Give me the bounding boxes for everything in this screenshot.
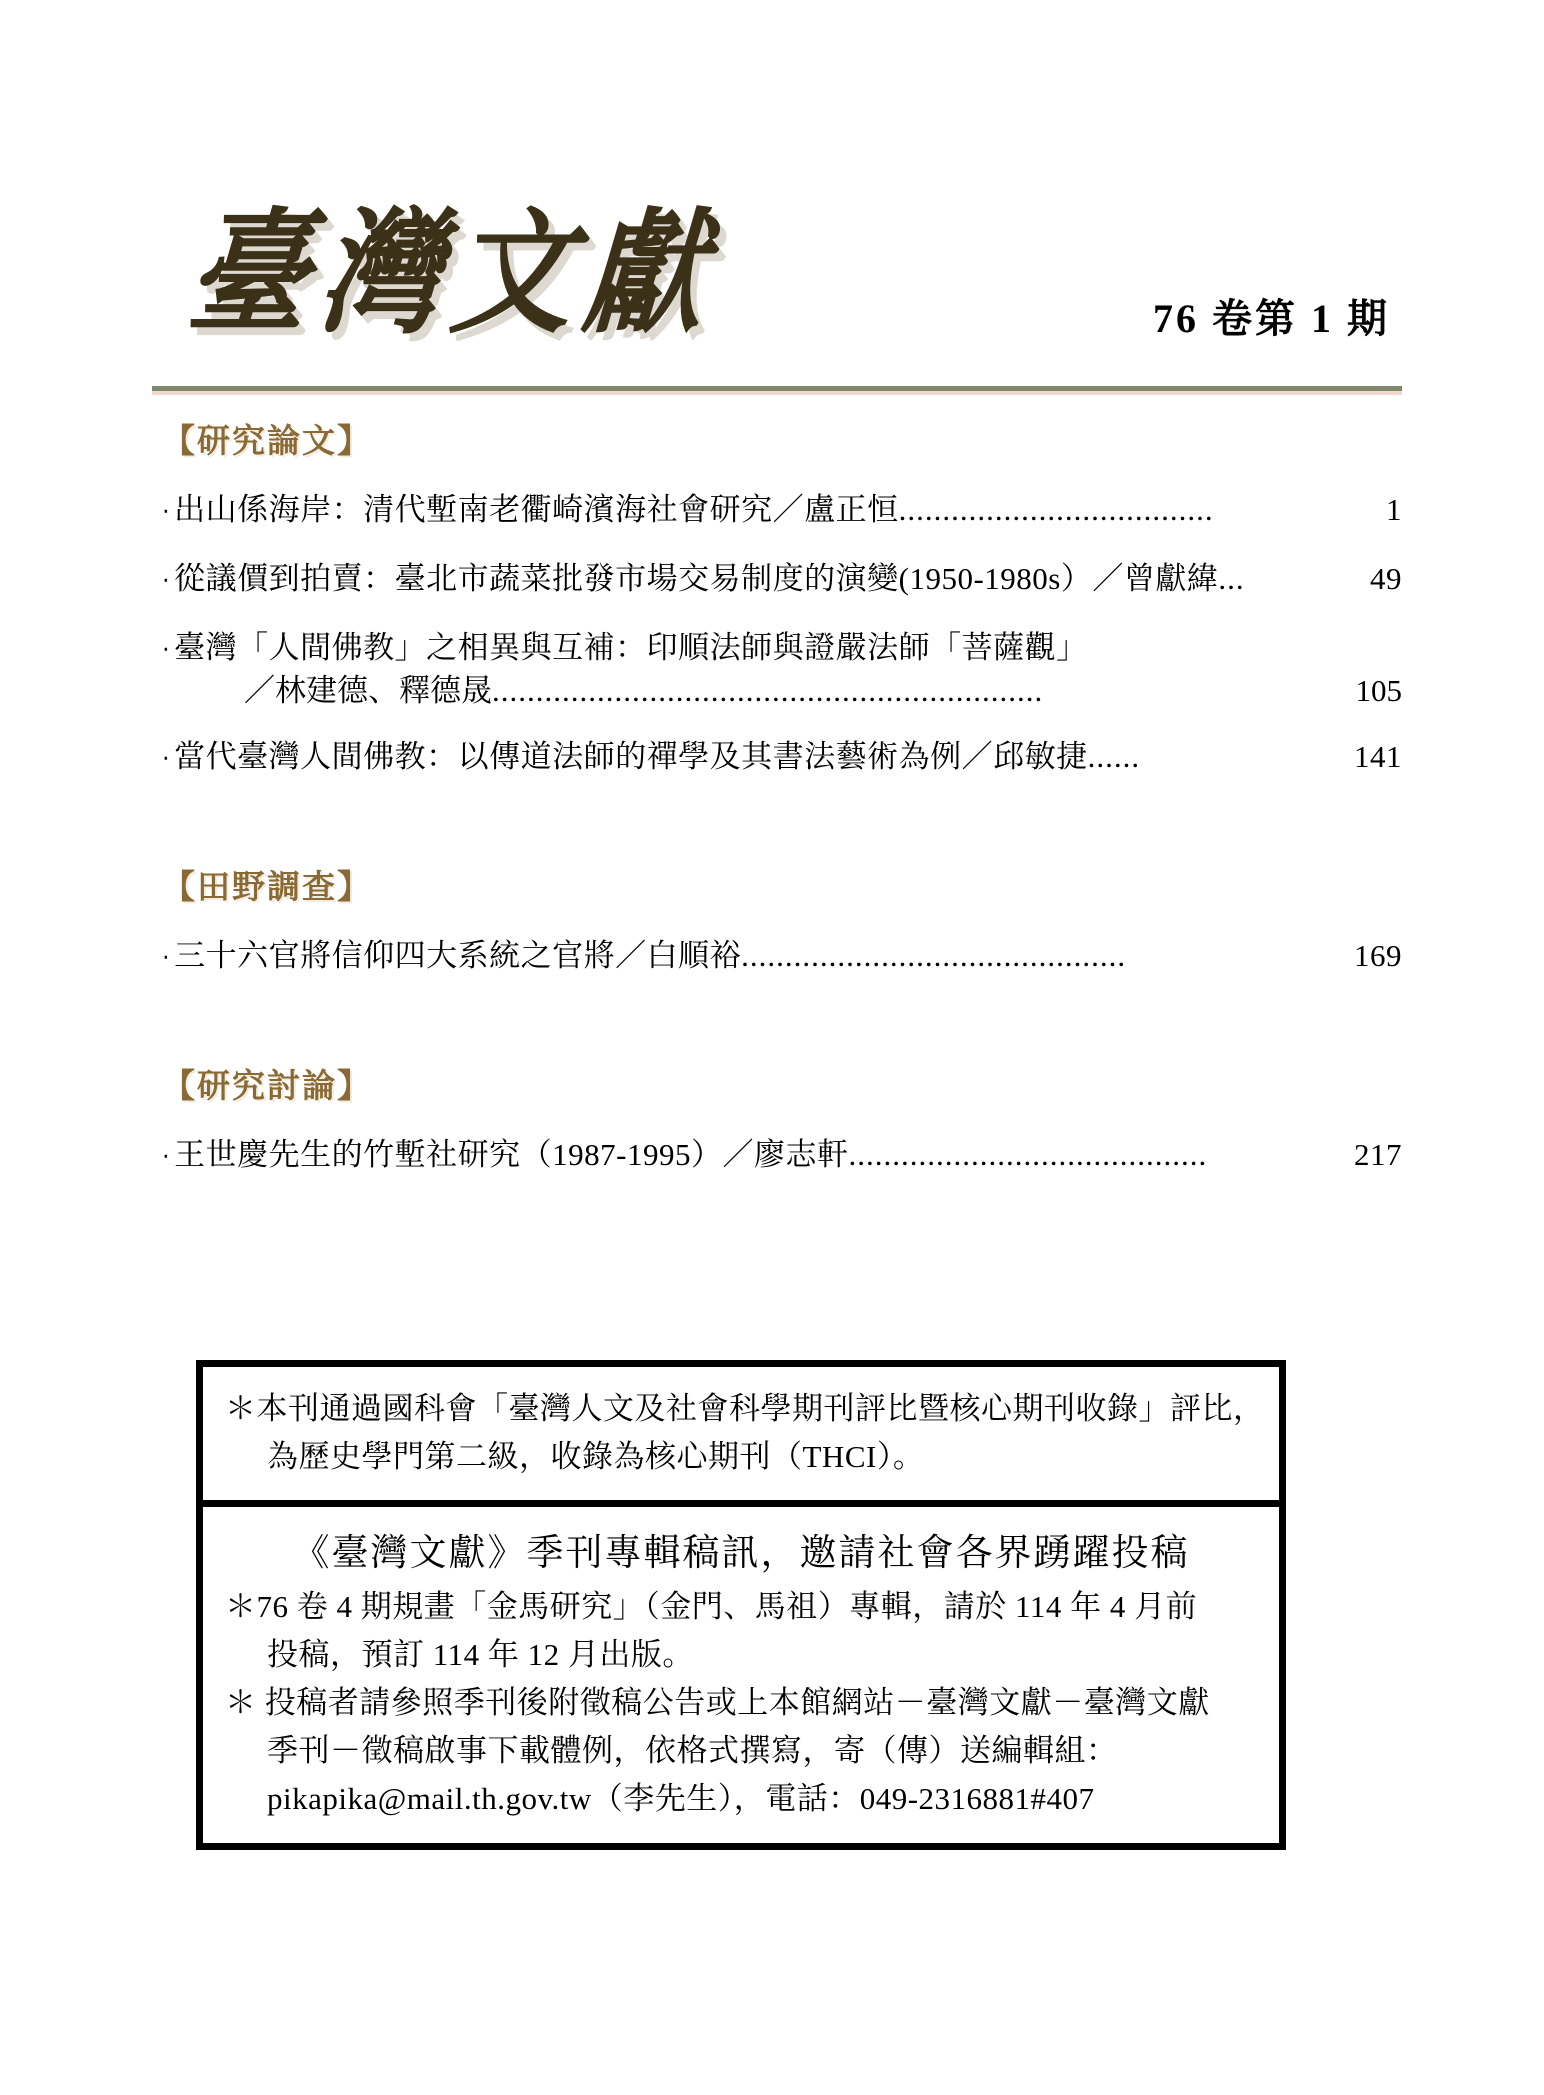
call-item2-line2: 季刊－徵稿啟事下載體例，依格式撰寫，寄（傳）送編輯組： xyxy=(267,1733,1118,1768)
table-of-contents xyxy=(152,420,1402,1204)
entry-bullet-icon: ‧ xyxy=(162,569,171,595)
entry-page-number: 105 xyxy=(1355,673,1402,708)
entry-bullet-icon: ‧ xyxy=(162,638,171,664)
section-heading: 【研究討論】 xyxy=(162,1066,372,1105)
toc-entry[interactable] xyxy=(162,737,1402,780)
entry-title: 從議價到拍賣：臺北市蔬菜批發市場交易制度的演變(1950-1980s）／曾獻緯 xyxy=(174,561,1219,596)
thci-line-2: 為歷史學門第二級，收錄為核心期刊（THCI）。 xyxy=(267,1439,925,1474)
issue-label: 76 卷第 1 期 xyxy=(1153,296,1390,341)
entry-dot-leader: ...... xyxy=(1087,739,1141,774)
entry-spacer xyxy=(152,780,1402,806)
toc-entry[interactable] xyxy=(162,628,1402,671)
entry-spacer xyxy=(152,533,1402,559)
toc-entry[interactable] xyxy=(162,1135,1402,1178)
entry-spacer xyxy=(152,979,1402,1005)
call-item1-line1: ＊76 卷 4 期規畫「金馬研究」（金門、馬祖）專輯，請於 114 年 4 月前 xyxy=(225,1589,1198,1624)
toc-entry[interactable] xyxy=(162,490,1402,533)
entry-bullet-icon: ‧ xyxy=(162,946,171,972)
call-item1-line2: 投稿，預訂 114 年 12 月出版。 xyxy=(267,1637,694,1672)
entry-dot-leader: ......................................... xyxy=(848,1137,1208,1172)
entry-page-number: 1 xyxy=(1386,492,1402,527)
toc-entry-continuation[interactable] xyxy=(244,671,1402,711)
entry-title: 當代臺灣人間佛教：以傳道法師的禪學及其書法藝術為例／邱敏捷 xyxy=(174,739,1088,774)
journal-title: 臺灣文獻 xyxy=(182,194,722,353)
masthead xyxy=(152,190,1402,405)
notice-box-thci-inner xyxy=(201,1365,1281,1503)
entry-bullet-icon: ‧ xyxy=(162,1145,171,1171)
section-heading: 【研究論文】 xyxy=(162,421,372,460)
entry-bullet-icon: ‧ xyxy=(162,500,171,526)
entry-bullet-icon: ‧ xyxy=(162,747,171,773)
entry-page-number: 49 xyxy=(1370,561,1402,596)
entry-title: 王世慶先生的竹塹社研究（1987-1995）／廖志軒 xyxy=(174,1137,849,1172)
entry-dot-leader: ... xyxy=(1218,561,1245,596)
notice-box-thci xyxy=(196,1360,1286,1508)
entry-title: 臺灣「人間佛教」之相異與互補：印順法師與證嚴法師「菩薩觀」 xyxy=(174,630,1088,665)
entry-title: 三十六官將信仰四大系統之官將／白順裕 xyxy=(174,938,742,973)
entry-page-number: 169 xyxy=(1354,938,1402,973)
entry-spacer xyxy=(152,711,1402,737)
entry-dot-leader: .................................... xyxy=(898,492,1214,527)
thci-line-1: ＊本刊通過國科會「臺灣人文及社會科學期刊評比暨核心期刊收錄」評比， xyxy=(225,1391,1265,1426)
entry-dot-leader: ............................................ xyxy=(741,938,1127,973)
entry-page-number: 217 xyxy=(1354,1137,1402,1172)
entry-spacer xyxy=(152,602,1402,628)
section-heading: 【田野調查】 xyxy=(162,867,372,906)
toc-entry[interactable] xyxy=(162,559,1402,602)
entry-spacer xyxy=(152,1178,1402,1204)
masthead-rule-pink xyxy=(152,391,1402,395)
toc-entry[interactable] xyxy=(162,936,1402,979)
entry-authors: ／林建德、釋德晟 xyxy=(244,673,492,708)
call-for-papers-title: 《臺灣文獻》季刊專輯稿訊，邀請社會各界踴躍投稿 xyxy=(292,1533,1190,1574)
entry-title: 出山係海岸：清代塹南老衢崎濱海社會研究／盧正恒 xyxy=(174,492,899,527)
entry-page-number: 141 xyxy=(1354,739,1402,774)
notice-box-call-for-papers xyxy=(196,1500,1286,1850)
entry-dot-leader: ............................................................... xyxy=(492,673,1044,708)
call-contact-line[interactable]: pikapika@mail.th.gov.tw（李先生），電話：049-2316881#407 xyxy=(267,1781,1095,1816)
call-item2-line1: ＊ 投稿者請參照季刊後附徵稿公告或上本館網站－臺灣文獻－臺灣文獻 xyxy=(225,1685,1210,1720)
notice-box-call-inner xyxy=(201,1505,1281,1845)
